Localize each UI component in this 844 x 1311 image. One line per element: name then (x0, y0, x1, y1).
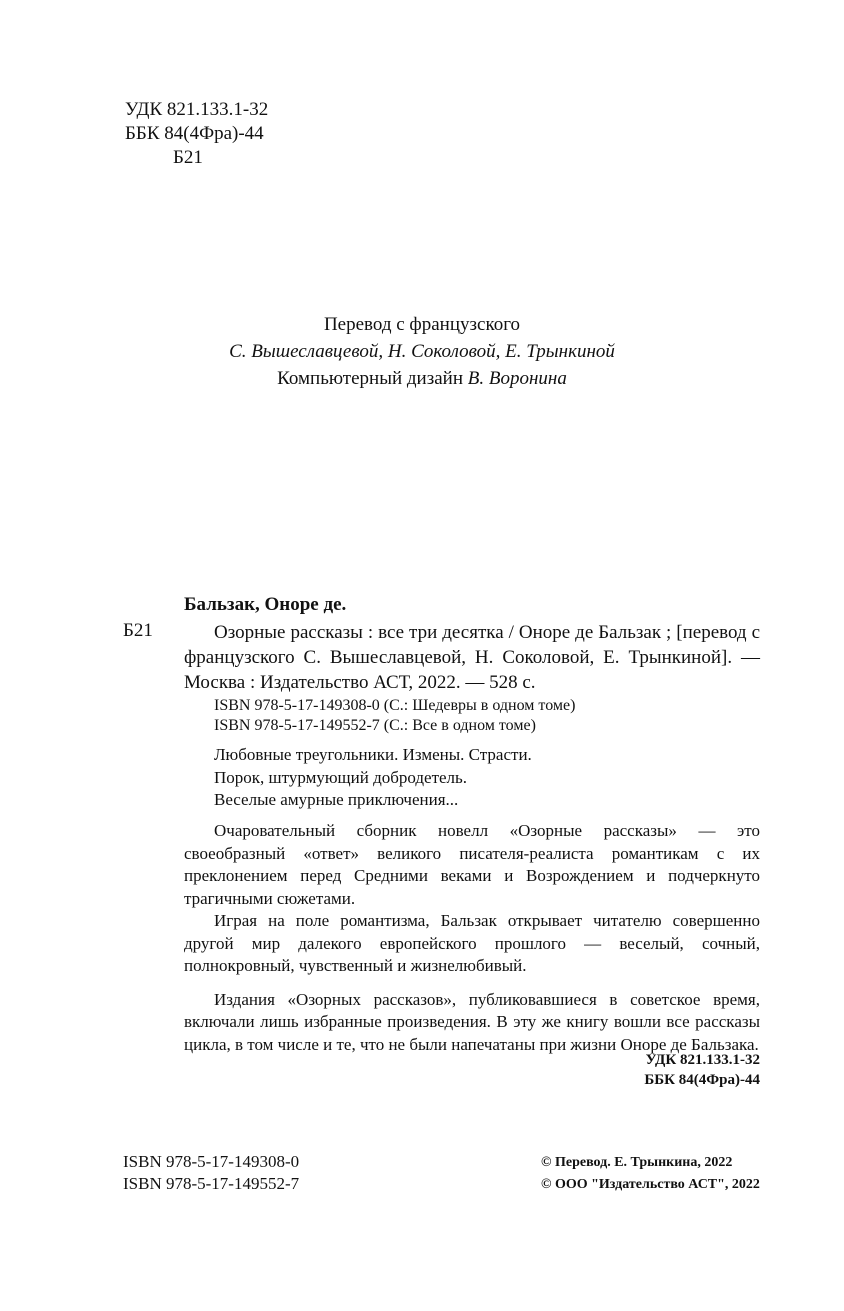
translators-line: С. Вышеславцевой, Н. Соколовой, Е. Трынкиной (229, 341, 615, 362)
record-cipher: Б21 (123, 620, 153, 641)
tagline-line: Веселые амурные приключения... (214, 790, 459, 809)
author-cipher: Б21 (173, 147, 203, 168)
isbn-entry: ISBN 978-5-17-149308-0 (123, 1152, 300, 1171)
abstract-paragraph: Очаровательный сборник новелл «Озорные рассказы» — это своеобразный «ответ» великого писателя-реалиста романтикам с их преклонением перед Средними веками и Возрождением и подчеркнуто трагичными сюжетами. (184, 821, 760, 908)
copyright-block (541, 1152, 760, 1196)
translation-line: Перевод с французского (323, 314, 521, 335)
bbk-code: ББК 84(4Фра)-44 (644, 1072, 760, 1088)
classification-block-bottom (500, 1050, 760, 1090)
bibliographic-description: Озорные рассказы : все три десятка / Оноре де Бальзак ; [перевод с французского С. Вышеславцевой, Н. Соколовой, Е. Трынкиной]. — Москва : Издательство АСТ, 2022. — 528 с. (184, 622, 760, 693)
isbn-entry: ISBN 978-5-17-149308-0 (С.: Шедевры в одном томе) (214, 697, 576, 714)
isbn-list (214, 696, 575, 736)
isbn-entry: ISBN 978-5-17-149552-7 (С.: Все в одном томе) (214, 717, 536, 734)
author-heading: Бальзак, Оноре де. (184, 594, 347, 615)
classification-block-top (125, 98, 268, 170)
bbk-code: ББК 84(4Фра)-44 (125, 123, 264, 144)
design-line (0, 366, 844, 391)
abstract-paragraph: Издания «Озорных рассказов», публиковавшиеся в советское время, включали лишь избранные произведения. В эту же книгу вошли все рассказы цикла, в том числе и те, что не были напечатаны при жизни Оноре де Бальзака. (184, 989, 760, 1054)
copyright-line: © Перевод. Е. Трынкина, 2022 (541, 1155, 733, 1170)
tagline-line: Любовные треугольники. Измены. Страсти. (214, 745, 532, 764)
credits-block (0, 312, 844, 393)
copyright-line: © ООО "Издательство АСТ", 2022 (541, 1177, 760, 1192)
design-name: В. Воронина (467, 368, 567, 389)
abstract (184, 820, 760, 1056)
tagline-line: Порок, штурмующий добродетель. (214, 767, 468, 787)
footer-isbn (123, 1151, 299, 1195)
abstract-paragraph: Играя на поле романтизма, Бальзак открывает читателю совершенно другой мир далекого европейского прошлого — веселый, сочный, полнокровный, чувственный и жизнелюбивый. (184, 911, 760, 975)
isbn-entry: ISBN 978-5-17-149552-7 (123, 1174, 300, 1193)
design-label: Компьютерный дизайн (277, 368, 464, 389)
tagline-block (214, 744, 532, 812)
udk-code: УДК 821.133.1-32 (125, 99, 269, 120)
udk-code: УДК 821.133.1-32 (645, 1052, 760, 1068)
